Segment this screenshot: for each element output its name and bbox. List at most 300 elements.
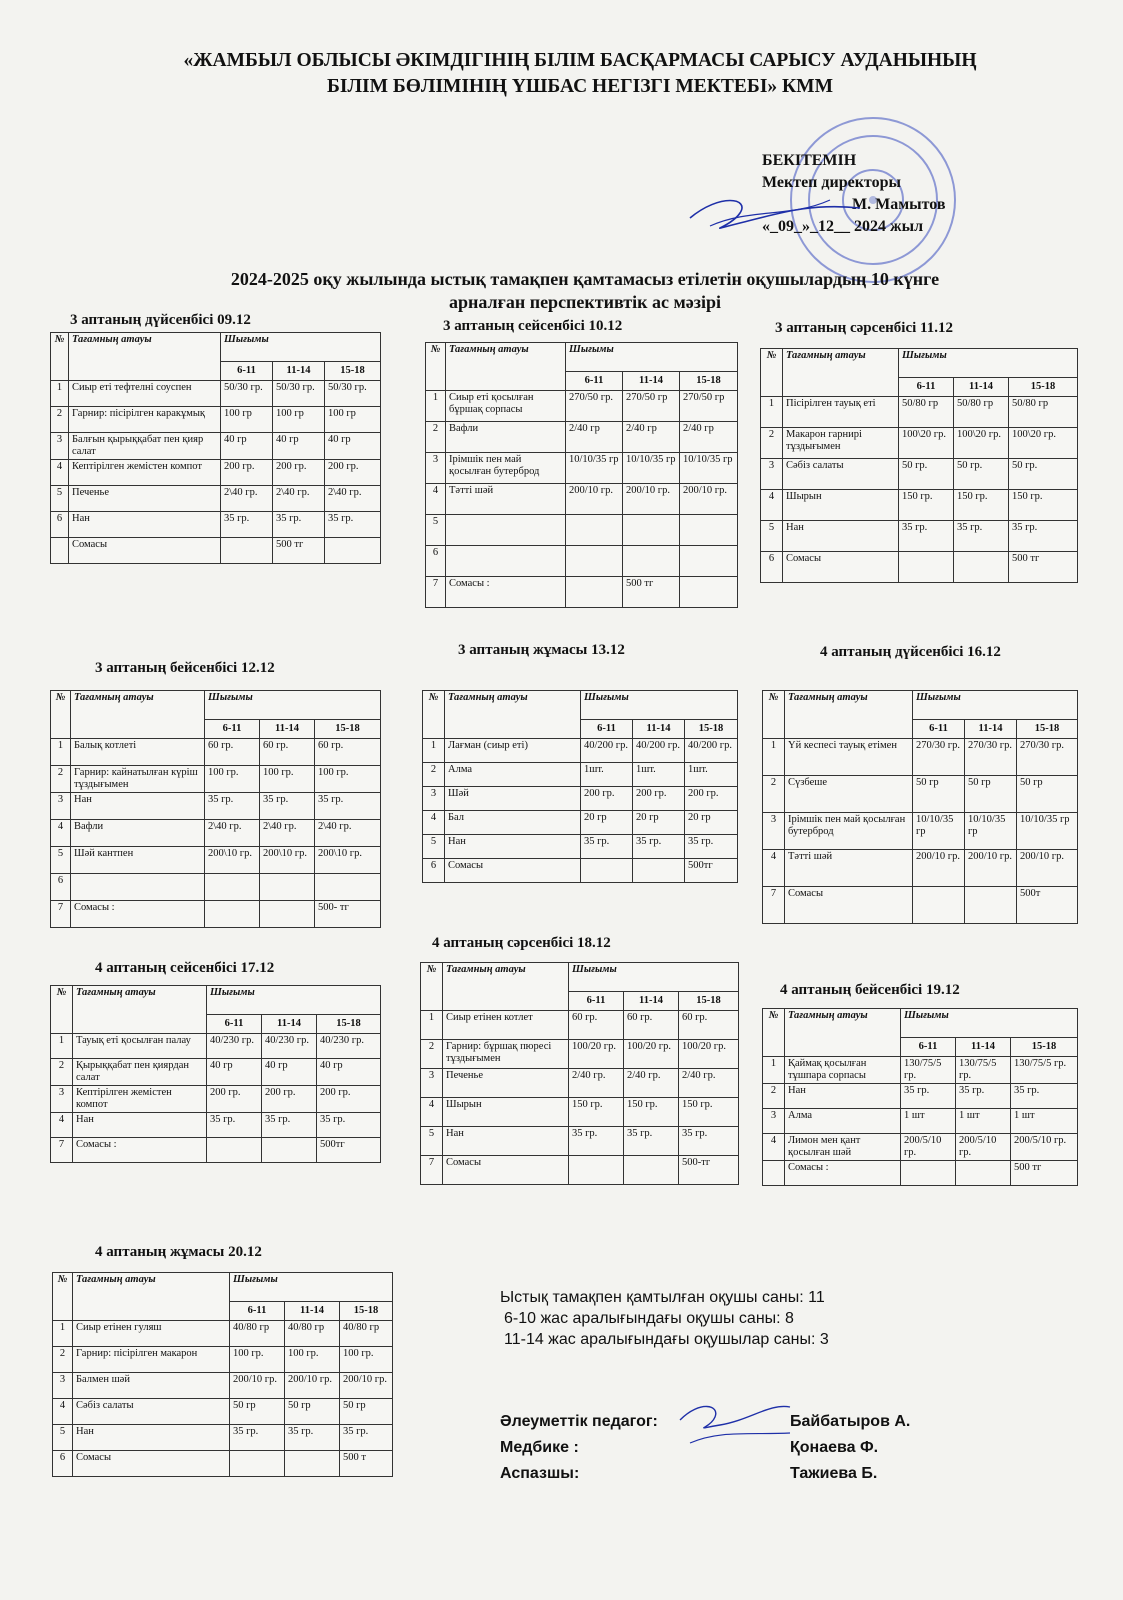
table-row [421, 1156, 739, 1185]
header-age-11-14: 11-14 [262, 1015, 317, 1034]
portion-11-14: 20 гр [633, 811, 685, 835]
portion-15-18: 40/230 гр. [317, 1034, 381, 1059]
portion-15-18: 40 гр [325, 433, 381, 460]
header-age-11-14: 11-14 [624, 992, 679, 1011]
portion-6-11 [207, 1138, 262, 1163]
row-number: 4 [51, 820, 71, 847]
dish-name: Тәтті шәй [785, 850, 913, 887]
row-number: 5 [426, 515, 446, 546]
dish-name: Вафли [71, 820, 205, 847]
header-dish-name: Тағамның атауы [785, 1009, 901, 1057]
header-yield: Шығымы [566, 343, 738, 372]
table-row [51, 901, 381, 928]
header-number: № [426, 343, 446, 391]
portion-15-18: 40/80 гр [340, 1321, 393, 1347]
portion-11-14: 40/80 гр [285, 1321, 340, 1347]
table-row [426, 453, 738, 484]
row-number: 2 [763, 776, 785, 813]
row-number: 6 [426, 546, 446, 577]
dish-name: Ірімшік пен май қосылған бутерброд [785, 813, 913, 850]
table-row [51, 1113, 381, 1138]
portion-11-14: 40/200 гр. [633, 739, 685, 763]
portion-6-11: 35 гр. [205, 793, 260, 820]
header-age-6-11: 6-11 [566, 372, 623, 391]
portion-15-18: 2\40 гр. [325, 486, 381, 512]
header-age-15-18: 15-18 [685, 720, 738, 739]
portion-6-11: 1 шт [901, 1109, 956, 1134]
row-number: 2 [426, 422, 446, 453]
dish-name: Сүзбеше [785, 776, 913, 813]
portion-11-14 [260, 901, 315, 928]
portion-15-18: 35 гр. [325, 512, 381, 538]
portion-15-18: 100 гр. [315, 766, 381, 793]
dish-name: Сомасы : [71, 901, 205, 928]
header-dish-name: Тағамның атауы [443, 963, 569, 1011]
portion-11-14: 50 гр. [954, 459, 1009, 490]
menu-table [50, 690, 381, 928]
portion-6-11: 40/80 гр [230, 1321, 285, 1347]
portion-11-14 [262, 1138, 317, 1163]
header-age-15-18: 15-18 [1011, 1038, 1078, 1057]
portion-15-18: 500 т [340, 1451, 393, 1477]
portion-11-14 [624, 1156, 679, 1185]
portion-15-18: 60 гр. [679, 1011, 739, 1040]
row-number: 2 [763, 1084, 785, 1109]
table-row [51, 1034, 381, 1059]
row-number: 7 [51, 901, 71, 928]
table-row [763, 1057, 1078, 1084]
staff-role: Әлеуметтік педагог: [500, 1413, 658, 1430]
staff-role: Аспазшы: [500, 1465, 580, 1482]
dish-name: Сомасы [73, 1451, 230, 1477]
dish-name: Кептірілген жемістен компот [69, 460, 221, 486]
dish-name: Сәбіз салаты [73, 1399, 230, 1425]
portion-6-11 [205, 901, 260, 928]
portion-11-14: 150 гр. [954, 490, 1009, 521]
day-title: 3 аптаның сейсенбісі 10.12 [443, 318, 623, 334]
dish-name: Сәбіз салаты [783, 459, 899, 490]
portion-11-14: 50/80 гр [954, 397, 1009, 428]
menu-title-line2: арналған перспективтік ас мәзірі [449, 292, 721, 312]
portion-15-18: 1 шт [1011, 1109, 1078, 1134]
organization-title-line2: БІЛІМ БӨЛІМІНІҢ ҮШБАС НЕГІЗГІ МЕКТЕБІ» КММ [326, 76, 833, 97]
portion-11-14: 35 гр. [285, 1425, 340, 1451]
portion-15-18: 50 гр. [1009, 459, 1078, 490]
table-header-row [763, 1009, 1078, 1038]
row-number: 7 [421, 1156, 443, 1185]
portion-11-14: 200/5/10 гр. [956, 1134, 1011, 1161]
table-row [423, 811, 738, 835]
approval-director: М. Мамытов [852, 196, 946, 213]
row-number: 4 [51, 460, 69, 486]
dish-name: Сомасы : [446, 577, 566, 608]
dish-name: Сомасы : [73, 1138, 207, 1163]
row-number [763, 1161, 785, 1186]
dish-name: Қырыққабат пен қиярдан салат [73, 1059, 207, 1086]
portion-15-18: 500 тг [1009, 552, 1078, 583]
staff-role: Медбике : [500, 1439, 579, 1456]
portion-6-11: 270/30 гр. [913, 739, 965, 776]
dish-name: Гарнир: пісірілген макарон [73, 1347, 230, 1373]
portion-11-14: 200 гр. [262, 1086, 317, 1113]
portion-6-11 [569, 1156, 624, 1185]
header-age-6-11: 6-11 [901, 1038, 956, 1057]
portion-6-11: 2\40 гр. [205, 820, 260, 847]
portion-11-14: 50/30 гр. [273, 381, 325, 407]
header-age-6-11: 6-11 [207, 1015, 262, 1034]
row-number: 4 [53, 1399, 73, 1425]
table-row [421, 1040, 739, 1069]
day-title: 4 аптаның бейсенбісі 19.12 [780, 982, 960, 998]
row-number: 2 [51, 407, 69, 433]
portion-6-11 [913, 887, 965, 924]
portion-6-11: 200 гр. [221, 460, 273, 486]
header-age-6-11: 6-11 [913, 720, 965, 739]
portion-11-14: 270/30 гр. [965, 739, 1017, 776]
row-number: 4 [423, 811, 445, 835]
table-row [51, 766, 381, 793]
portion-11-14: 130/75/5 гр. [956, 1057, 1011, 1084]
table-row [761, 521, 1078, 552]
row-number: 1 [763, 1057, 785, 1084]
portion-6-11: 35 гр. [207, 1113, 262, 1138]
table-row [426, 515, 738, 546]
dish-name: Шырын [443, 1098, 569, 1127]
dish-name: Гарнир: пісірілген каракұмық [69, 407, 221, 433]
portion-6-11: 100 гр [221, 407, 273, 433]
portion-11-14 [954, 552, 1009, 583]
header-dish-name: Тағамның атауы [73, 1273, 230, 1321]
students-6-10: 6-10 жас аралығындағы оқушы саны: 8 [504, 1310, 794, 1327]
portion-11-14: 200/10 гр. [623, 484, 680, 515]
row-number: 1 [761, 397, 783, 428]
portion-11-14: 35 гр. [262, 1113, 317, 1138]
row-number: 3 [421, 1069, 443, 1098]
header-age-11-14: 11-14 [633, 720, 685, 739]
dish-name: Макарон гарнирі тұздығымен [783, 428, 899, 459]
header-dish-name: Тағамның атауы [73, 986, 207, 1034]
table-row [426, 484, 738, 515]
portion-6-11: 60 гр. [569, 1011, 624, 1040]
row-number: 5 [53, 1425, 73, 1451]
portion-15-18: 270/50 гр [680, 391, 738, 422]
portion-11-14: 2/40 гр [623, 422, 680, 453]
dish-name: Шәй кантпен [71, 847, 205, 874]
row-number: 1 [51, 381, 69, 407]
portion-15-18: 200\10 гр. [315, 847, 381, 874]
dish-name: Нан [71, 793, 205, 820]
dish-name: Пісірілген тауық еті [783, 397, 899, 428]
table-row [421, 1069, 739, 1098]
header-age-11-14: 11-14 [273, 362, 325, 381]
table-row [51, 874, 381, 901]
portion-11-14 [285, 1451, 340, 1477]
header-age-6-11: 6-11 [899, 378, 954, 397]
day-title: 3 аптаның сәрсенбісі 11.12 [775, 320, 953, 336]
dish-name: Шәй [445, 787, 581, 811]
row-number: 4 [763, 850, 785, 887]
header-number: № [51, 986, 73, 1034]
row-number: 4 [426, 484, 446, 515]
portion-6-11: 60 гр. [205, 739, 260, 766]
portion-11-14: 2\40 гр. [260, 820, 315, 847]
table-row [51, 381, 381, 407]
header-yield: Шығымы [205, 691, 381, 720]
portion-6-11: 270/50 гр. [566, 391, 623, 422]
portion-6-11: 50 гр [913, 776, 965, 813]
header-yield: Шығымы [581, 691, 738, 720]
portion-15-18: 20 гр [685, 811, 738, 835]
row-number: 2 [51, 766, 71, 793]
row-number: 1 [421, 1011, 443, 1040]
table-row [51, 433, 381, 460]
row-number: 1 [53, 1321, 73, 1347]
portion-15-18: 35 гр. [1011, 1084, 1078, 1109]
day-title: 4 аптаның сәрсенбісі 18.12 [432, 935, 611, 951]
header-yield: Шығымы [901, 1009, 1078, 1038]
header-number: № [763, 691, 785, 739]
portion-6-11: 10/10/35 гр [566, 453, 623, 484]
portion-11-14: 50 гр [285, 1399, 340, 1425]
portion-6-11: 200 гр. [581, 787, 633, 811]
header-dish-name: Тағамның атауы [446, 343, 566, 391]
table-header-row [426, 343, 738, 372]
portion-11-14: 200/10 гр. [965, 850, 1017, 887]
dish-name: Шырын [783, 490, 899, 521]
portion-6-11: 50/80 гр [899, 397, 954, 428]
row-number: 2 [53, 1347, 73, 1373]
portion-11-14: 200\10 гр. [260, 847, 315, 874]
portion-15-18: 50/30 гр. [325, 381, 381, 407]
table-row [51, 1138, 381, 1163]
dish-name: Нан [445, 835, 581, 859]
dish-name: Сиыр етінен гуляш [73, 1321, 230, 1347]
header-age-15-18: 15-18 [1009, 378, 1078, 397]
header-yield: Шығымы [230, 1273, 393, 1302]
table-header-row [53, 1273, 393, 1302]
portion-15-18: 35 гр. [340, 1425, 393, 1451]
portion-15-18: 2/40 гр [680, 422, 738, 453]
portion-15-18: 500-тг [679, 1156, 739, 1185]
portion-11-14: 35 гр. [260, 793, 315, 820]
portion-15-18: 200/10 гр. [340, 1373, 393, 1399]
portion-6-11: 150 гр. [569, 1098, 624, 1127]
row-number: 5 [761, 521, 783, 552]
row-number: 3 [51, 433, 69, 460]
portion-6-11 [566, 546, 623, 577]
header-age-15-18: 15-18 [679, 992, 739, 1011]
portion-6-11: 100\20 гр. [899, 428, 954, 459]
header-dish-name: Тағамның атауы [71, 691, 205, 739]
portion-15-18: 200 гр. [317, 1086, 381, 1113]
header-age-15-18: 15-18 [315, 720, 381, 739]
header-age-11-14: 11-14 [623, 372, 680, 391]
day-title: 3 аптаның бейсенбісі 12.12 [95, 660, 275, 676]
portion-15-18: 500т [1017, 887, 1078, 924]
dish-name: Печенье [443, 1069, 569, 1098]
header-age-11-14: 11-14 [285, 1302, 340, 1321]
portion-11-14: 100/20 гр. [624, 1040, 679, 1069]
portion-11-14: 200 гр. [633, 787, 685, 811]
portion-6-11: 2/40 гр. [569, 1069, 624, 1098]
menu-table [762, 690, 1078, 924]
table-row [423, 763, 738, 787]
dish-name: Сомасы [69, 538, 221, 564]
row-number: 6 [53, 1451, 73, 1477]
portion-6-11: 40/200 гр. [581, 739, 633, 763]
dish-name [446, 546, 566, 577]
day-title: 4 аптаның сейсенбісі 17.12 [95, 960, 275, 976]
row-number: 2 [421, 1040, 443, 1069]
row-number: 4 [761, 490, 783, 521]
portion-11-14 [623, 515, 680, 546]
menu-table [762, 1008, 1078, 1186]
table-row [51, 739, 381, 766]
table-row [51, 538, 381, 564]
header-number: № [763, 1009, 785, 1057]
row-number: 6 [51, 512, 69, 538]
portion-11-14: 2\40 гр. [273, 486, 325, 512]
dish-name: Қаймақ қосылған тұшпара сорпасы [785, 1057, 901, 1084]
portion-15-18: 100/20 гр. [679, 1040, 739, 1069]
header-number: № [51, 333, 69, 381]
table-row [51, 793, 381, 820]
row-number: 2 [51, 1059, 73, 1086]
table-row [426, 546, 738, 577]
portion-11-14: 1 шт [956, 1109, 1011, 1134]
portion-6-11: 100 гр. [230, 1347, 285, 1373]
row-number: 5 [51, 486, 69, 512]
portion-15-18: 50 гр [1017, 776, 1078, 813]
portion-11-14: 35 гр. [954, 521, 1009, 552]
dish-name: Гарнир: бұршақ пюресі тұздығымен [443, 1040, 569, 1069]
portion-11-14: 1шт. [633, 763, 685, 787]
portion-6-11: 100 гр. [205, 766, 260, 793]
portion-15-18: 500тг [317, 1138, 381, 1163]
row-number: 7 [426, 577, 446, 608]
portion-6-11 [566, 577, 623, 608]
header-age-15-18: 15-18 [1017, 720, 1078, 739]
dish-name: Алма [445, 763, 581, 787]
dish-name: Вафли [446, 422, 566, 453]
dish-name: Печенье [69, 486, 221, 512]
portion-6-11: 20 гр [581, 811, 633, 835]
portion-15-18: 35 гр. [679, 1127, 739, 1156]
portion-11-14: 10/10/35 гр [965, 813, 1017, 850]
table-row [51, 1086, 381, 1113]
day-title: 3 аптаның жұмасы 13.12 [458, 642, 625, 658]
header-yield: Шығымы [221, 333, 381, 362]
table-row [421, 1011, 739, 1040]
staff-name: Байбатыров А. [790, 1413, 911, 1430]
portion-11-14: 40 гр [273, 433, 325, 460]
table-row [423, 787, 738, 811]
portion-11-14: 200 гр. [273, 460, 325, 486]
table-row [763, 1109, 1078, 1134]
portion-6-11 [230, 1451, 285, 1477]
portion-15-18: 35 гр. [315, 793, 381, 820]
staff-name: Қонаева Ф. [790, 1439, 879, 1456]
portion-6-11: 200\10 гр. [205, 847, 260, 874]
day-title: 4 аптаның дүйсенбісі 16.12 [820, 644, 1001, 660]
dish-name: Ірімшік пен май қосылған бутерброд [446, 453, 566, 484]
table-row [423, 739, 738, 763]
staff-row [500, 1461, 910, 1487]
menu-title-line1: 2024-2025 оқу жылында ыстық тамақпен қамтамасыз етілетін оқушылардың 10 күнге [230, 269, 940, 289]
portion-15-18: 200/5/10 гр. [1011, 1134, 1078, 1161]
portion-11-14: 40/230 гр. [262, 1034, 317, 1059]
portion-11-14: 150 гр. [624, 1098, 679, 1127]
row-number: 4 [51, 1113, 73, 1138]
dish-name: Тауық еті қосылған палау [73, 1034, 207, 1059]
header-dish-name: Тағамның атауы [783, 349, 899, 397]
dish-name: Сомасы [783, 552, 899, 583]
portion-15-18: 10/10/35 гр [1017, 813, 1078, 850]
portion-15-18: 200/10 гр. [1017, 850, 1078, 887]
dish-name: Кептірілген жемістен компот [73, 1086, 207, 1113]
table-row [51, 1059, 381, 1086]
row-number: 7 [763, 887, 785, 924]
portion-15-18 [325, 538, 381, 564]
table-row [51, 512, 381, 538]
header-age-11-14: 11-14 [956, 1038, 1011, 1057]
portion-6-11: 50 гр [230, 1399, 285, 1425]
portion-15-18 [680, 546, 738, 577]
table-row [761, 459, 1078, 490]
portion-6-11: 150 гр. [899, 490, 954, 521]
header-dish-name: Тағамның атауы [445, 691, 581, 739]
portion-15-18: 35 гр. [1009, 521, 1078, 552]
row-number: 4 [421, 1098, 443, 1127]
table-row [763, 1161, 1078, 1186]
table-row [763, 1134, 1078, 1161]
row-number: 3 [51, 793, 71, 820]
table-row [763, 887, 1078, 924]
portion-6-11 [581, 859, 633, 883]
header-number: № [421, 963, 443, 1011]
table-header-row [51, 691, 381, 720]
row-number: 4 [763, 1134, 785, 1161]
portion-11-14: 100\20 гр. [954, 428, 1009, 459]
table-row [423, 859, 738, 883]
dish-name: Тәтті шәй [446, 484, 566, 515]
dish-name [71, 874, 205, 901]
portion-6-11: 1шт. [581, 763, 633, 787]
portion-11-14: 200/10 гр. [285, 1373, 340, 1399]
portion-11-14: 2/40 гр. [624, 1069, 679, 1098]
dish-name: Нан [73, 1113, 207, 1138]
portion-6-11 [221, 538, 273, 564]
portion-6-11: 2/40 гр [566, 422, 623, 453]
row-number: 2 [423, 763, 445, 787]
dish-name: Сомасы : [785, 1161, 901, 1186]
portion-15-18: 50/80 гр [1009, 397, 1078, 428]
portion-6-11: 50 гр. [899, 459, 954, 490]
header-dish-name: Тағамның атауы [69, 333, 221, 381]
header-age-11-14: 11-14 [260, 720, 315, 739]
row-number: 3 [761, 459, 783, 490]
row-number [51, 538, 69, 564]
portion-15-18: 35 гр. [685, 835, 738, 859]
portion-6-11: 200/10 гр. [230, 1373, 285, 1399]
dish-name: Сомасы [785, 887, 913, 924]
header-yield: Шығымы [913, 691, 1078, 720]
portion-6-11: 2\40 гр. [221, 486, 273, 512]
portion-15-18: 50 гр [340, 1399, 393, 1425]
table-row [53, 1373, 393, 1399]
row-number: 1 [763, 739, 785, 776]
portion-11-14: 35 гр. [624, 1127, 679, 1156]
